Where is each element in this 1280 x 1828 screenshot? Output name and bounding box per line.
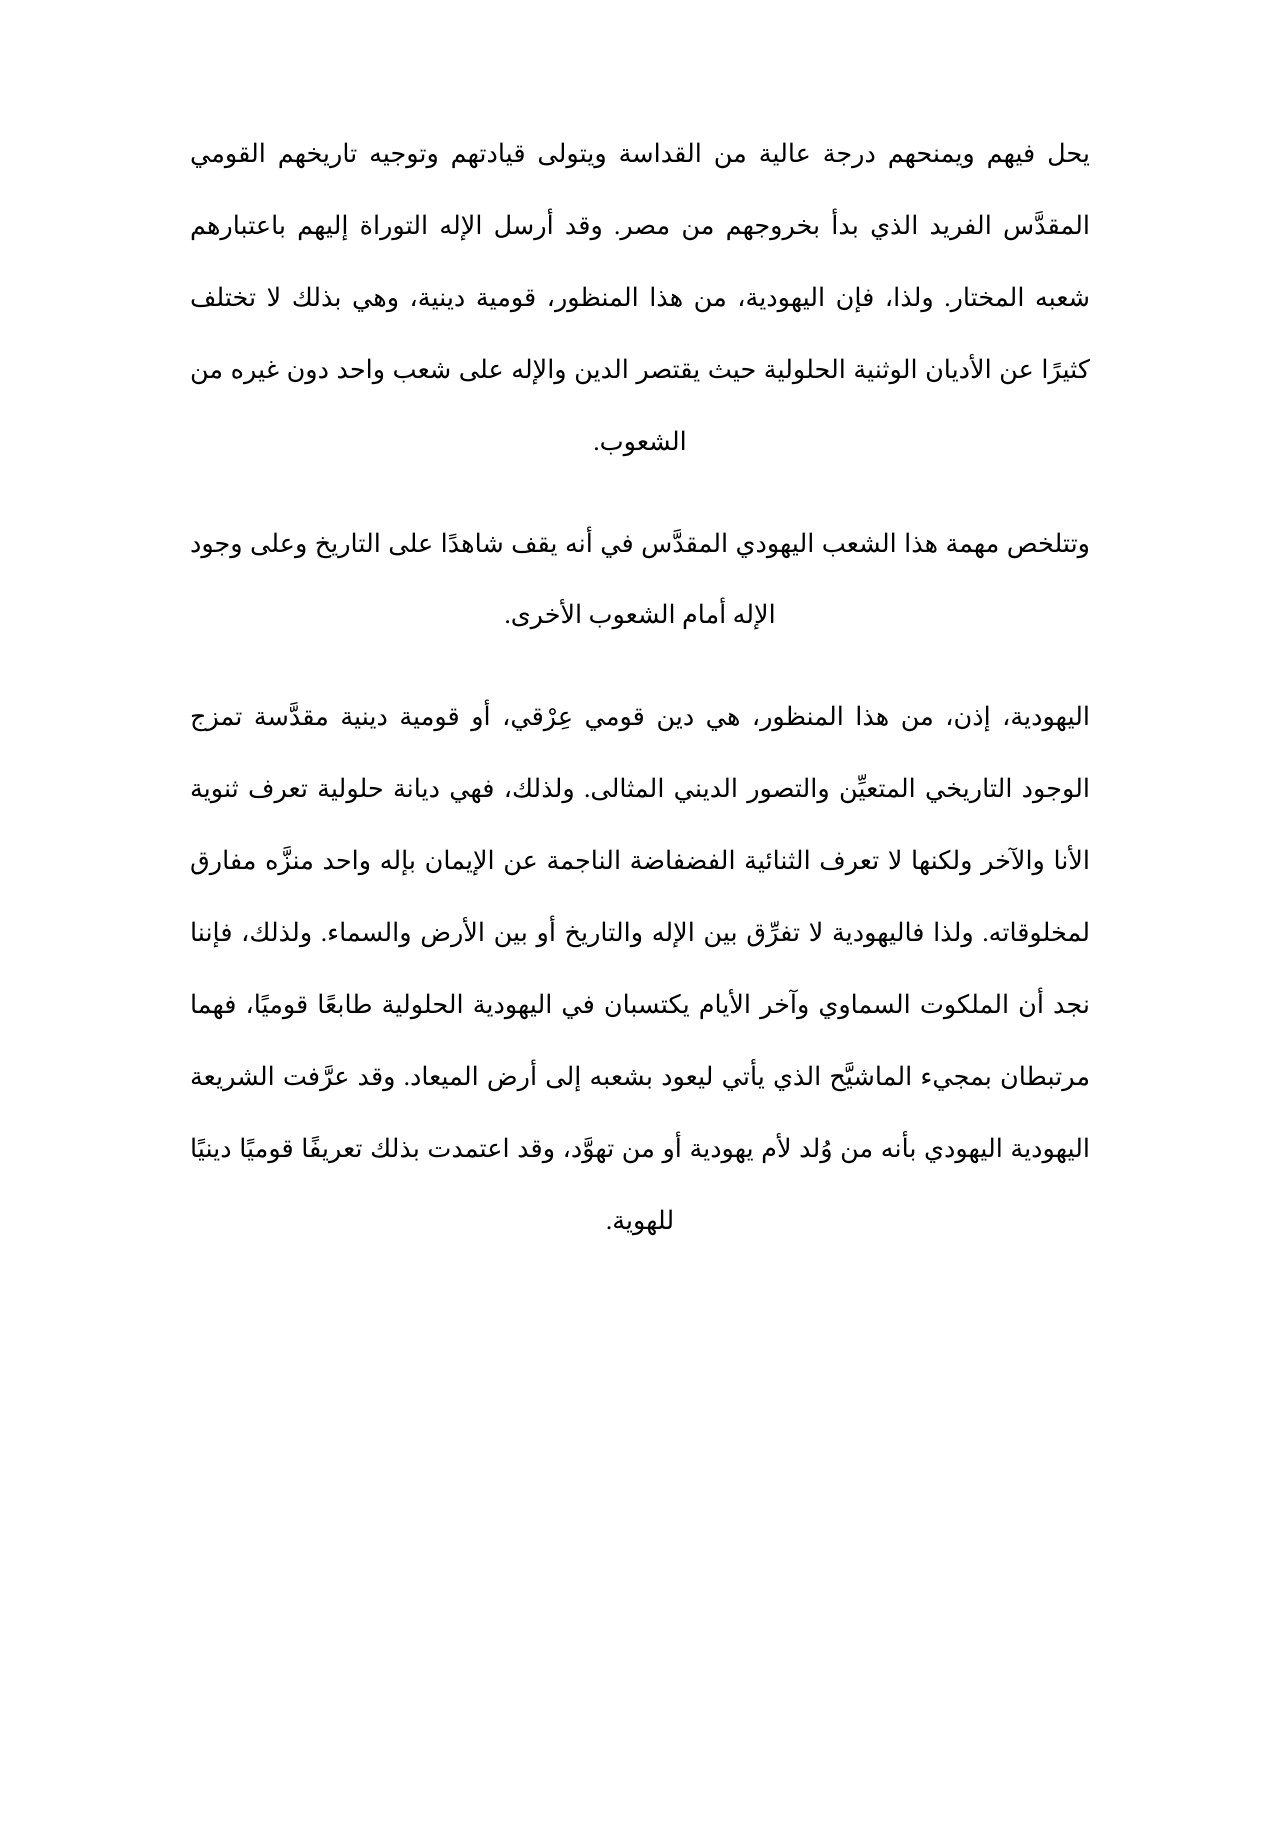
document-body	[190, 118, 1090, 1257]
paragraph-3: اليهودية، إذن، من هذا المنظور، هي دين قومي عِرْقي، أو قومية دينية مقدَّسة تمزج الوجود التاريخي المتعيِّن والتصور الديني المثالى. ولذلك، فهي ديانة حلولية تعرف ثنوية الأنا والآخر ولكنها لا تعرف الثنائية الفضفاضة الناجمة عن الإيمان بإله واحد منزَّه مفارق لمخلوقاته. ولذا فاليهودية لا تفرِّق بين الإله والتاريخ أو بين الأرض والسماء. ولذلك، فإننا نجد أن الملكوت السماوي وآخر الأيام يكتسبان في اليهودية الحلولية طابعًا قوميًا، فهما مرتبطان بمجيء الماشيَّح الذي يأتي ليعود بشعبه إلى أرض الميعاد. وقد عرَّفت الشريعة اليهودية اليهودي بأنه من وُلد لأم يهودية أو من تهوَّد، وقد اعتمدت بذلك تعريفًا قوميًا دينيًا للهوية.	[190, 702, 1090, 1235]
paragraph-2: وتتلخص مهمة هذا الشعب اليهودي المقدَّس في أنه يقف شاهدًا على التاريخ وعلى وجود الإله أمام الشعوب الأخرى.	[190, 528, 1090, 630]
paragraph-1: يحل فيهم ويمنحهم درجة عالية من القداسة ويتولى قيادتهم وتوجيه تاريخهم القومي المقدَّس الفريد الذي بدأ بخروجهم من مصر. وقد أرسل الإله التوراة إليهم باعتبارهم شعبه المختار. ولذا، فإن اليهودية، من هذا المنظور، قومية دينية، وهي بذلك لا تختلف كثيرًا عن الأديان الوثنية الحلولية حيث يقتصر الدين والإله على شعب واحد دون غيره من الشعوب.	[190, 139, 1090, 456]
